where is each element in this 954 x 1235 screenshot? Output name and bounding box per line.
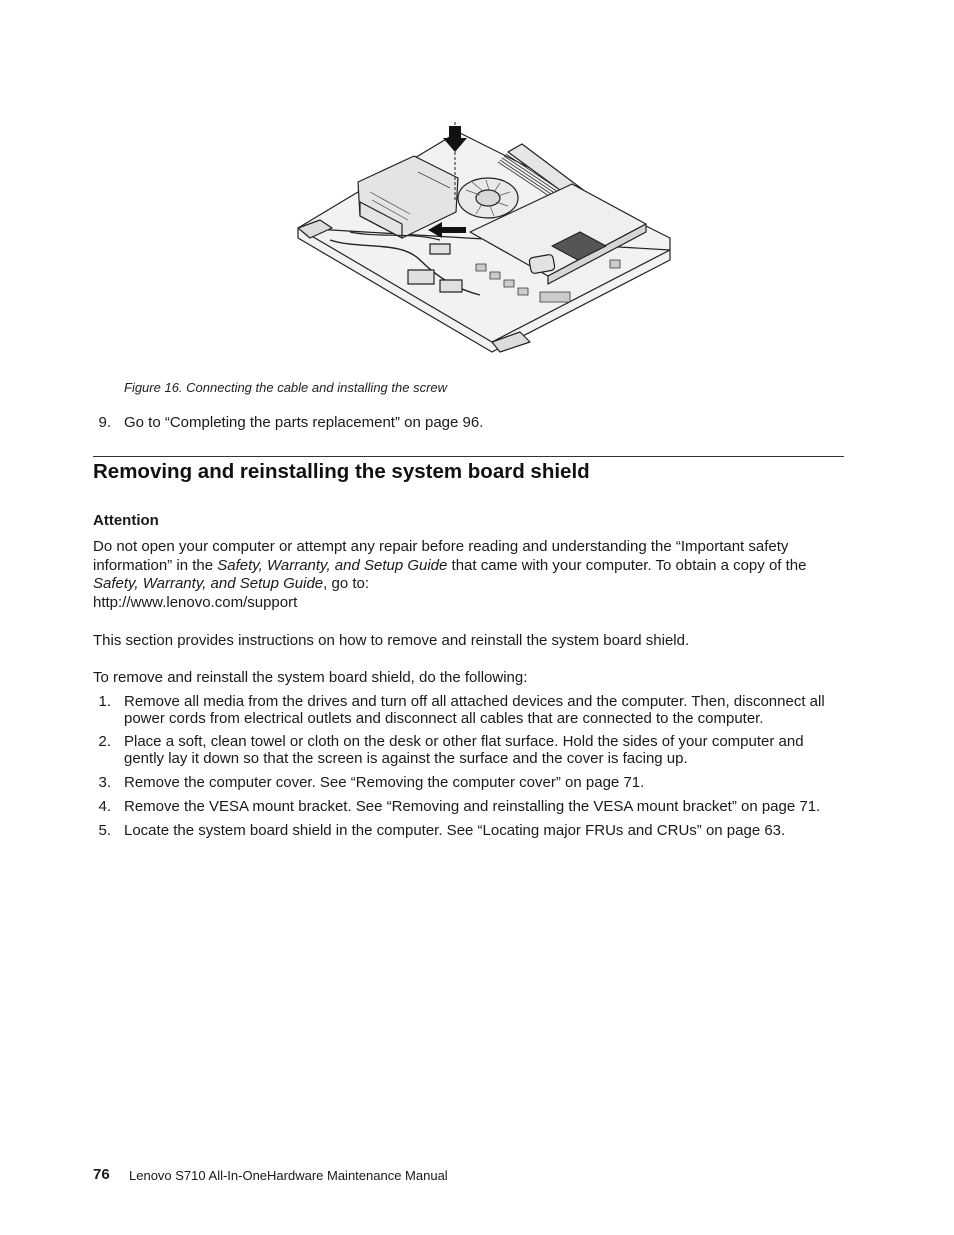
support-link[interactable]: http://www.lenovo.com/support xyxy=(93,593,298,611)
step-text: Remove the computer cover. See “Removing the computer cover” on page 71. xyxy=(124,774,645,791)
list-item xyxy=(93,798,853,816)
figure-caption: Figure 16. Connecting the cable and installing the screw xyxy=(124,380,448,395)
step-text: Locate the system board shield in the computer. See “Locating major FRUs and CRUs” on page 63. xyxy=(124,822,786,839)
step-number: 9. xyxy=(98,414,111,431)
step-number: 3. xyxy=(98,774,111,791)
list-item xyxy=(93,733,853,769)
intro-paragraph: This section provides instructions on how to remove and reinstall the system board shield. xyxy=(93,632,690,649)
attention-text: Do not open your computer or attempt any repair before reading and understanding the “Important safety information” in the Safety, Warranty, and Setup Guide that came with your computer. To obtain a copy of the Safety, Warranty, and Setup Guide, go to: http://www.lenovo.com/support xyxy=(93,538,807,611)
attention-label: Attention xyxy=(93,512,159,529)
list-item xyxy=(93,774,853,792)
page-number: 76 xyxy=(93,1166,110,1183)
figure-illustration xyxy=(290,120,680,360)
lead-paragraph: To remove and reinstall the system board shield, do the following: xyxy=(93,669,528,686)
step-number: 1. xyxy=(98,693,111,710)
step-text: Go to “Completing the parts replacement” on page 96. xyxy=(124,414,484,431)
step-number: 2. xyxy=(98,733,111,750)
list-item xyxy=(93,414,853,432)
section-title: Removing and reinstalling the system board shield xyxy=(93,460,590,483)
list-item xyxy=(93,693,853,729)
step-number: 5. xyxy=(98,822,111,839)
step-number: 4. xyxy=(98,798,111,815)
footer-title: Lenovo S710 All-In-OneHardware Maintenance Manual xyxy=(129,1168,448,1183)
step-text: Place a soft, clean towel or cloth on the desk or other flat surface. Hold the sides of your computer and gently lay it down so that the screen is against the surface and the cover is facing up. xyxy=(124,733,804,767)
step-text: Remove the VESA mount bracket. See “Removing and reinstalling the VESA mount bracket” on page 71. xyxy=(124,798,821,815)
section-divider xyxy=(93,456,844,457)
step-text: Remove all media from the drives and turn off all attached devices and the computer. Then, disconnect all power cords from electrical outlets and disconnect all cables that are connected to the computer. xyxy=(124,693,825,727)
list-item xyxy=(93,822,853,840)
